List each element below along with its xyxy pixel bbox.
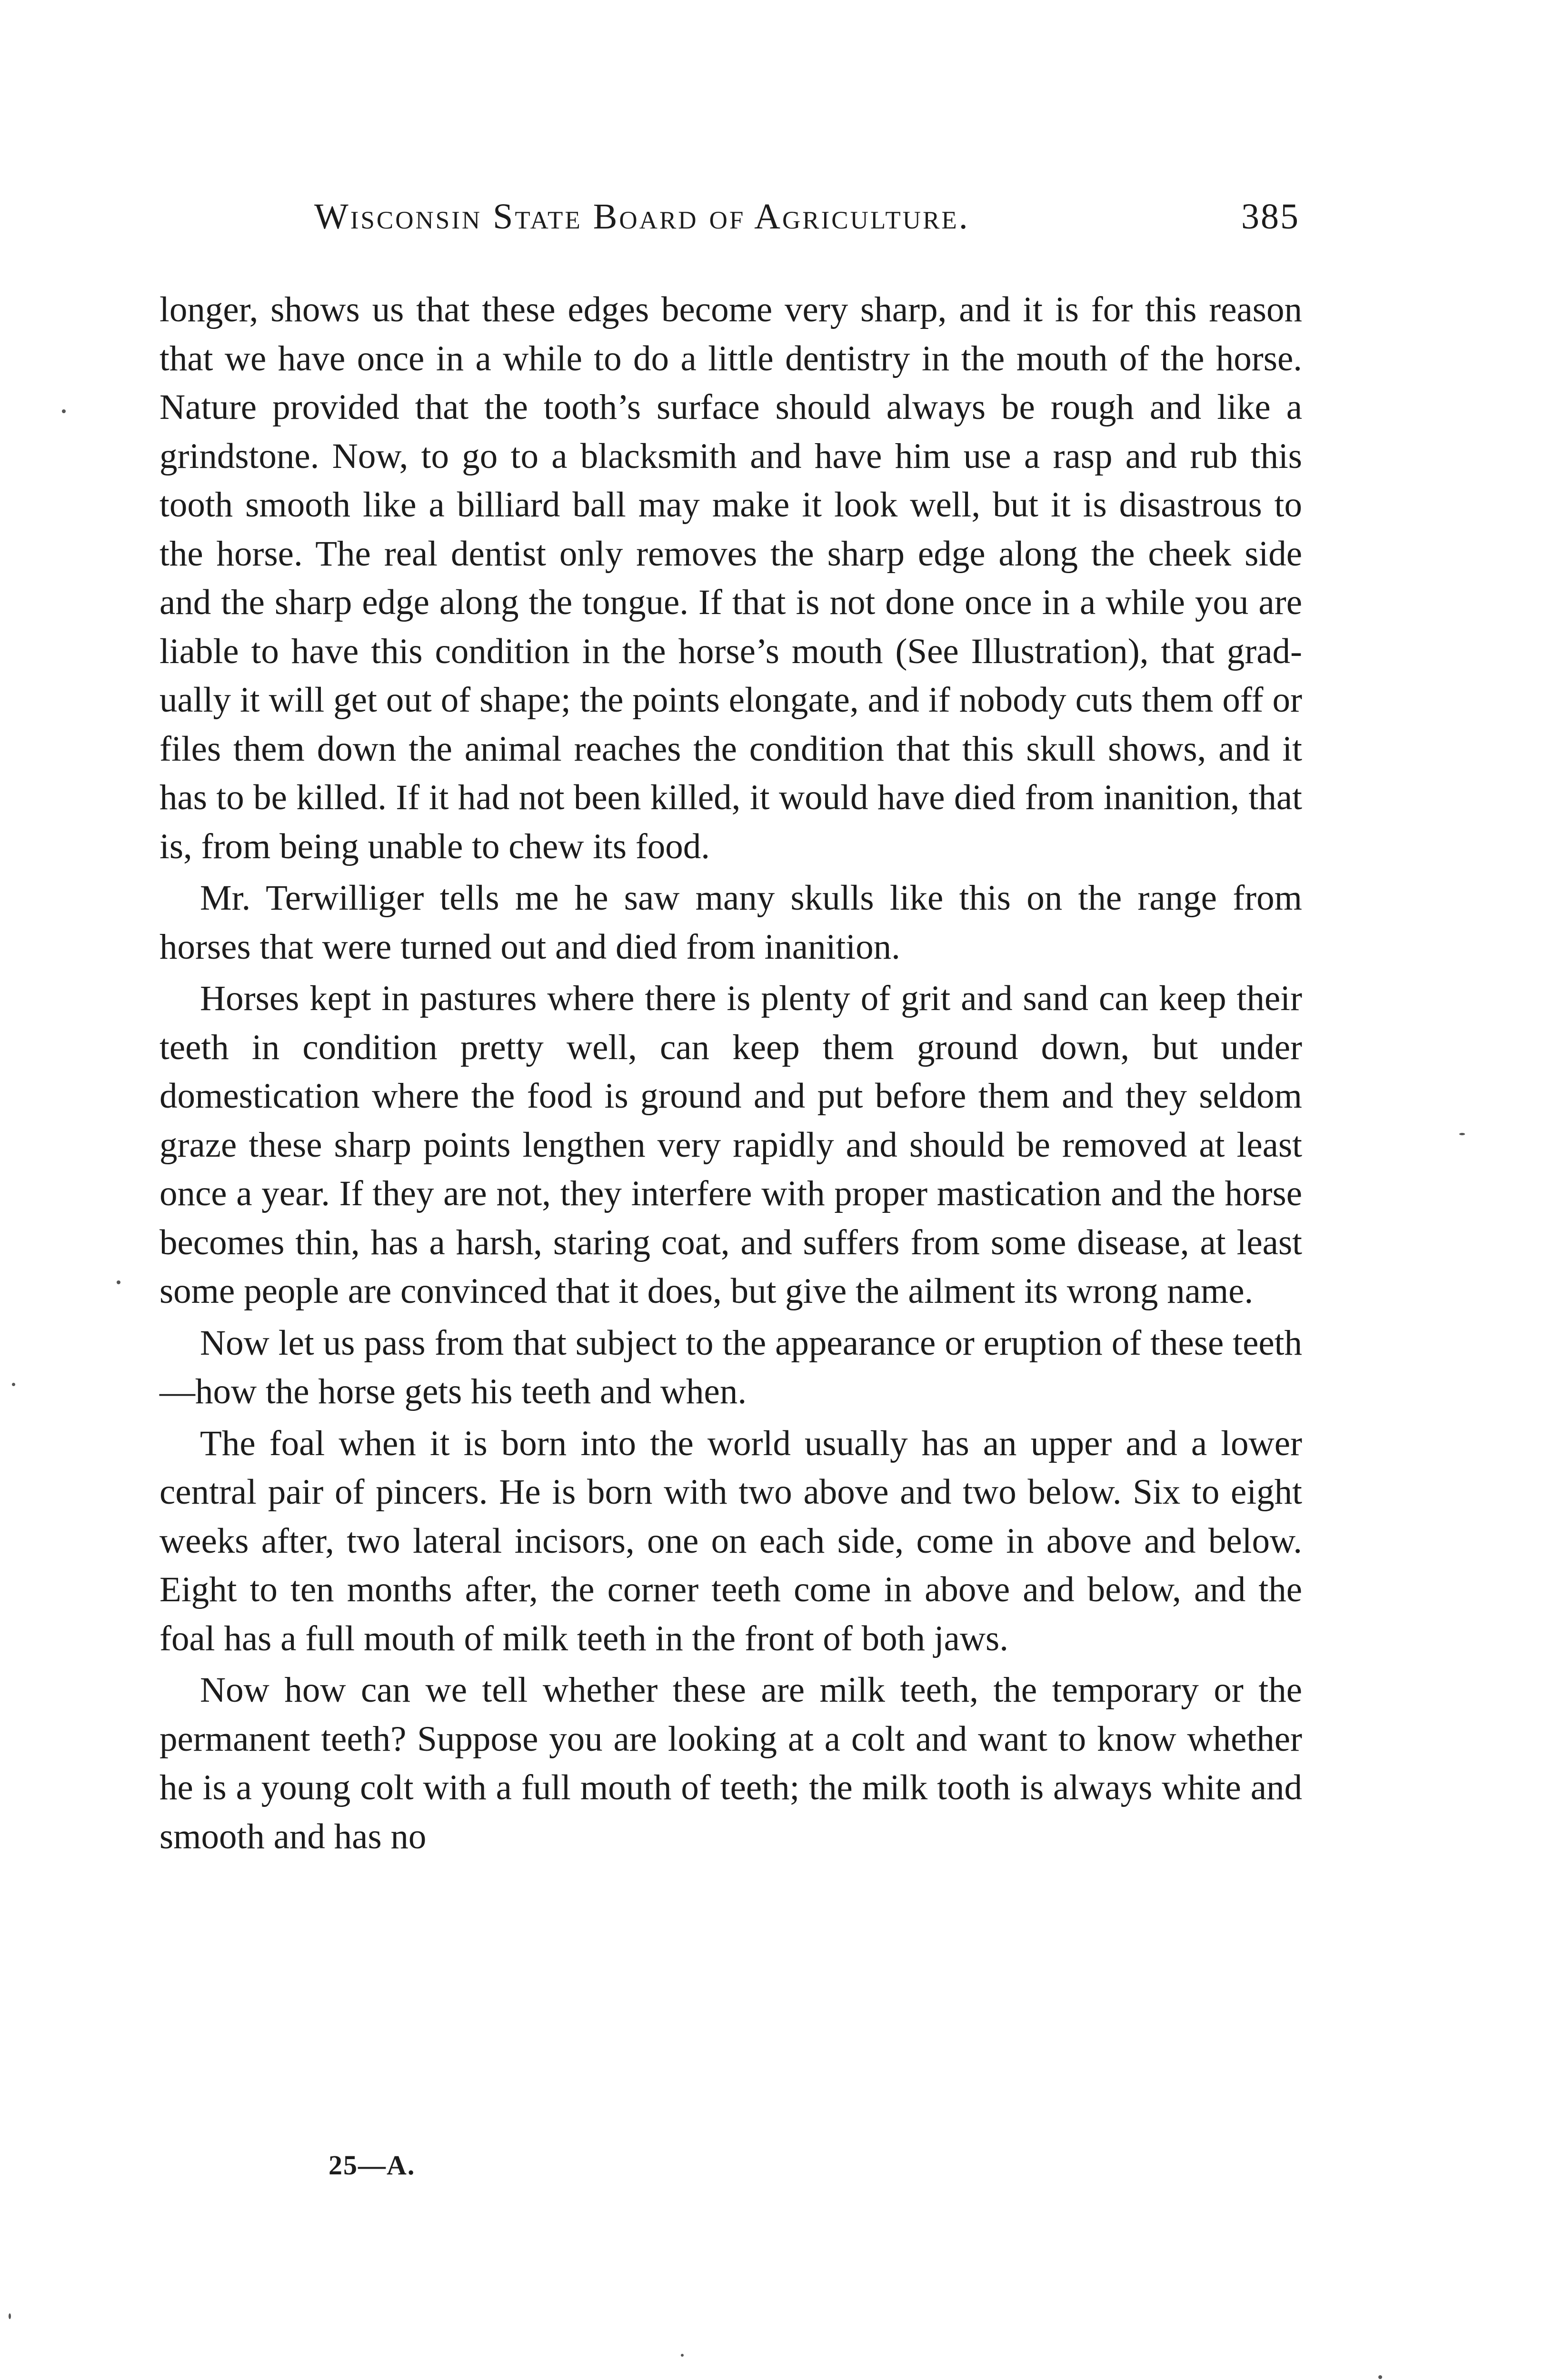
- body-text: [159, 286, 1302, 1861]
- scan-speck: [1459, 1133, 1465, 1135]
- scan-speck: [117, 1280, 120, 1284]
- paragraph-3: Horses kept in pastures where there is plenty of grit and sand can keep their teeth in condition pretty well, can keep them ground down, but under domestication where the food is ground and put before them and they seldom graze these sharp points lengthen very rapidly and should be removed at least once a year. If they are not, they interfere with proper mastication and the horse becomes thin, has a harsh, staring coat, and suffers from some disease, at least some people are convinced that it does, but give the ailment its wrong name.: [159, 979, 1302, 1311]
- paragraph-1: longer, shows us that these edges become very sharp, and it is for this reason that we have once in a while to do a little dentistry in the mouth of the horse. Nature provided that the tooth’s surface should always be rough and like a grindstone. Now, to go to a blacksmith and have him use a rasp and rub this tooth smooth like a billiard ball may make it look well, but it is disastrous to the horse. The real dentist only removes the sharp edge along the cheek side and the sharp edge along the tongue. If that is not done once in a while you are liable to have this condition in the horse’s mouth (See Illustration), that gradually it will get out of shape; the points elongate, and if nobody cuts them off or files them down the animal reaches the condition that this skull shows, and it has to be killed. If it had not been killed, it would have died from inanition, that is, from being unable to chew its food.: [159, 290, 1302, 866]
- scan-speck: [1378, 2375, 1382, 2379]
- paragraph-2: Mr. Terwilliger tells me he saw many skulls like this on the range from horses that were turned out and died from inanition.: [159, 878, 1302, 967]
- page-number: 385: [1241, 197, 1300, 237]
- scan-speck: [681, 2354, 684, 2357]
- signature-mark: 25—A.: [329, 2150, 416, 2181]
- running-title: Wisconsin State Board of Agriculture.: [314, 197, 970, 237]
- paragraph-4: Now let us pass from that subject to the appearance or eruption of these teeth—how the horse gets his teeth and when.: [159, 1323, 1302, 1411]
- running-head: [314, 196, 1300, 248]
- paragraph-5: The foal when it is born into the world usually has an upper and a lower central pair of pincers. He is born with two above and two below. Six to eight weeks after, two lateral incisors, one on each side, come in above and below. Eight to ten months after, the corner teeth come in above and below, and the foal has a full mouth of milk teeth in the front of both jaws.: [159, 1423, 1302, 1658]
- scan-speck: [9, 2313, 11, 2319]
- scan-speck: [62, 409, 66, 413]
- scan-speck: [12, 1383, 15, 1386]
- paragraph-6: Now how can we tell whether these are milk teeth, the temporary or the permanent teeth? Suppose you are looking at a colt and want to know whether he is a young colt with a full mouth of teeth; the milk tooth is always white and smooth and has no: [159, 1670, 1302, 1856]
